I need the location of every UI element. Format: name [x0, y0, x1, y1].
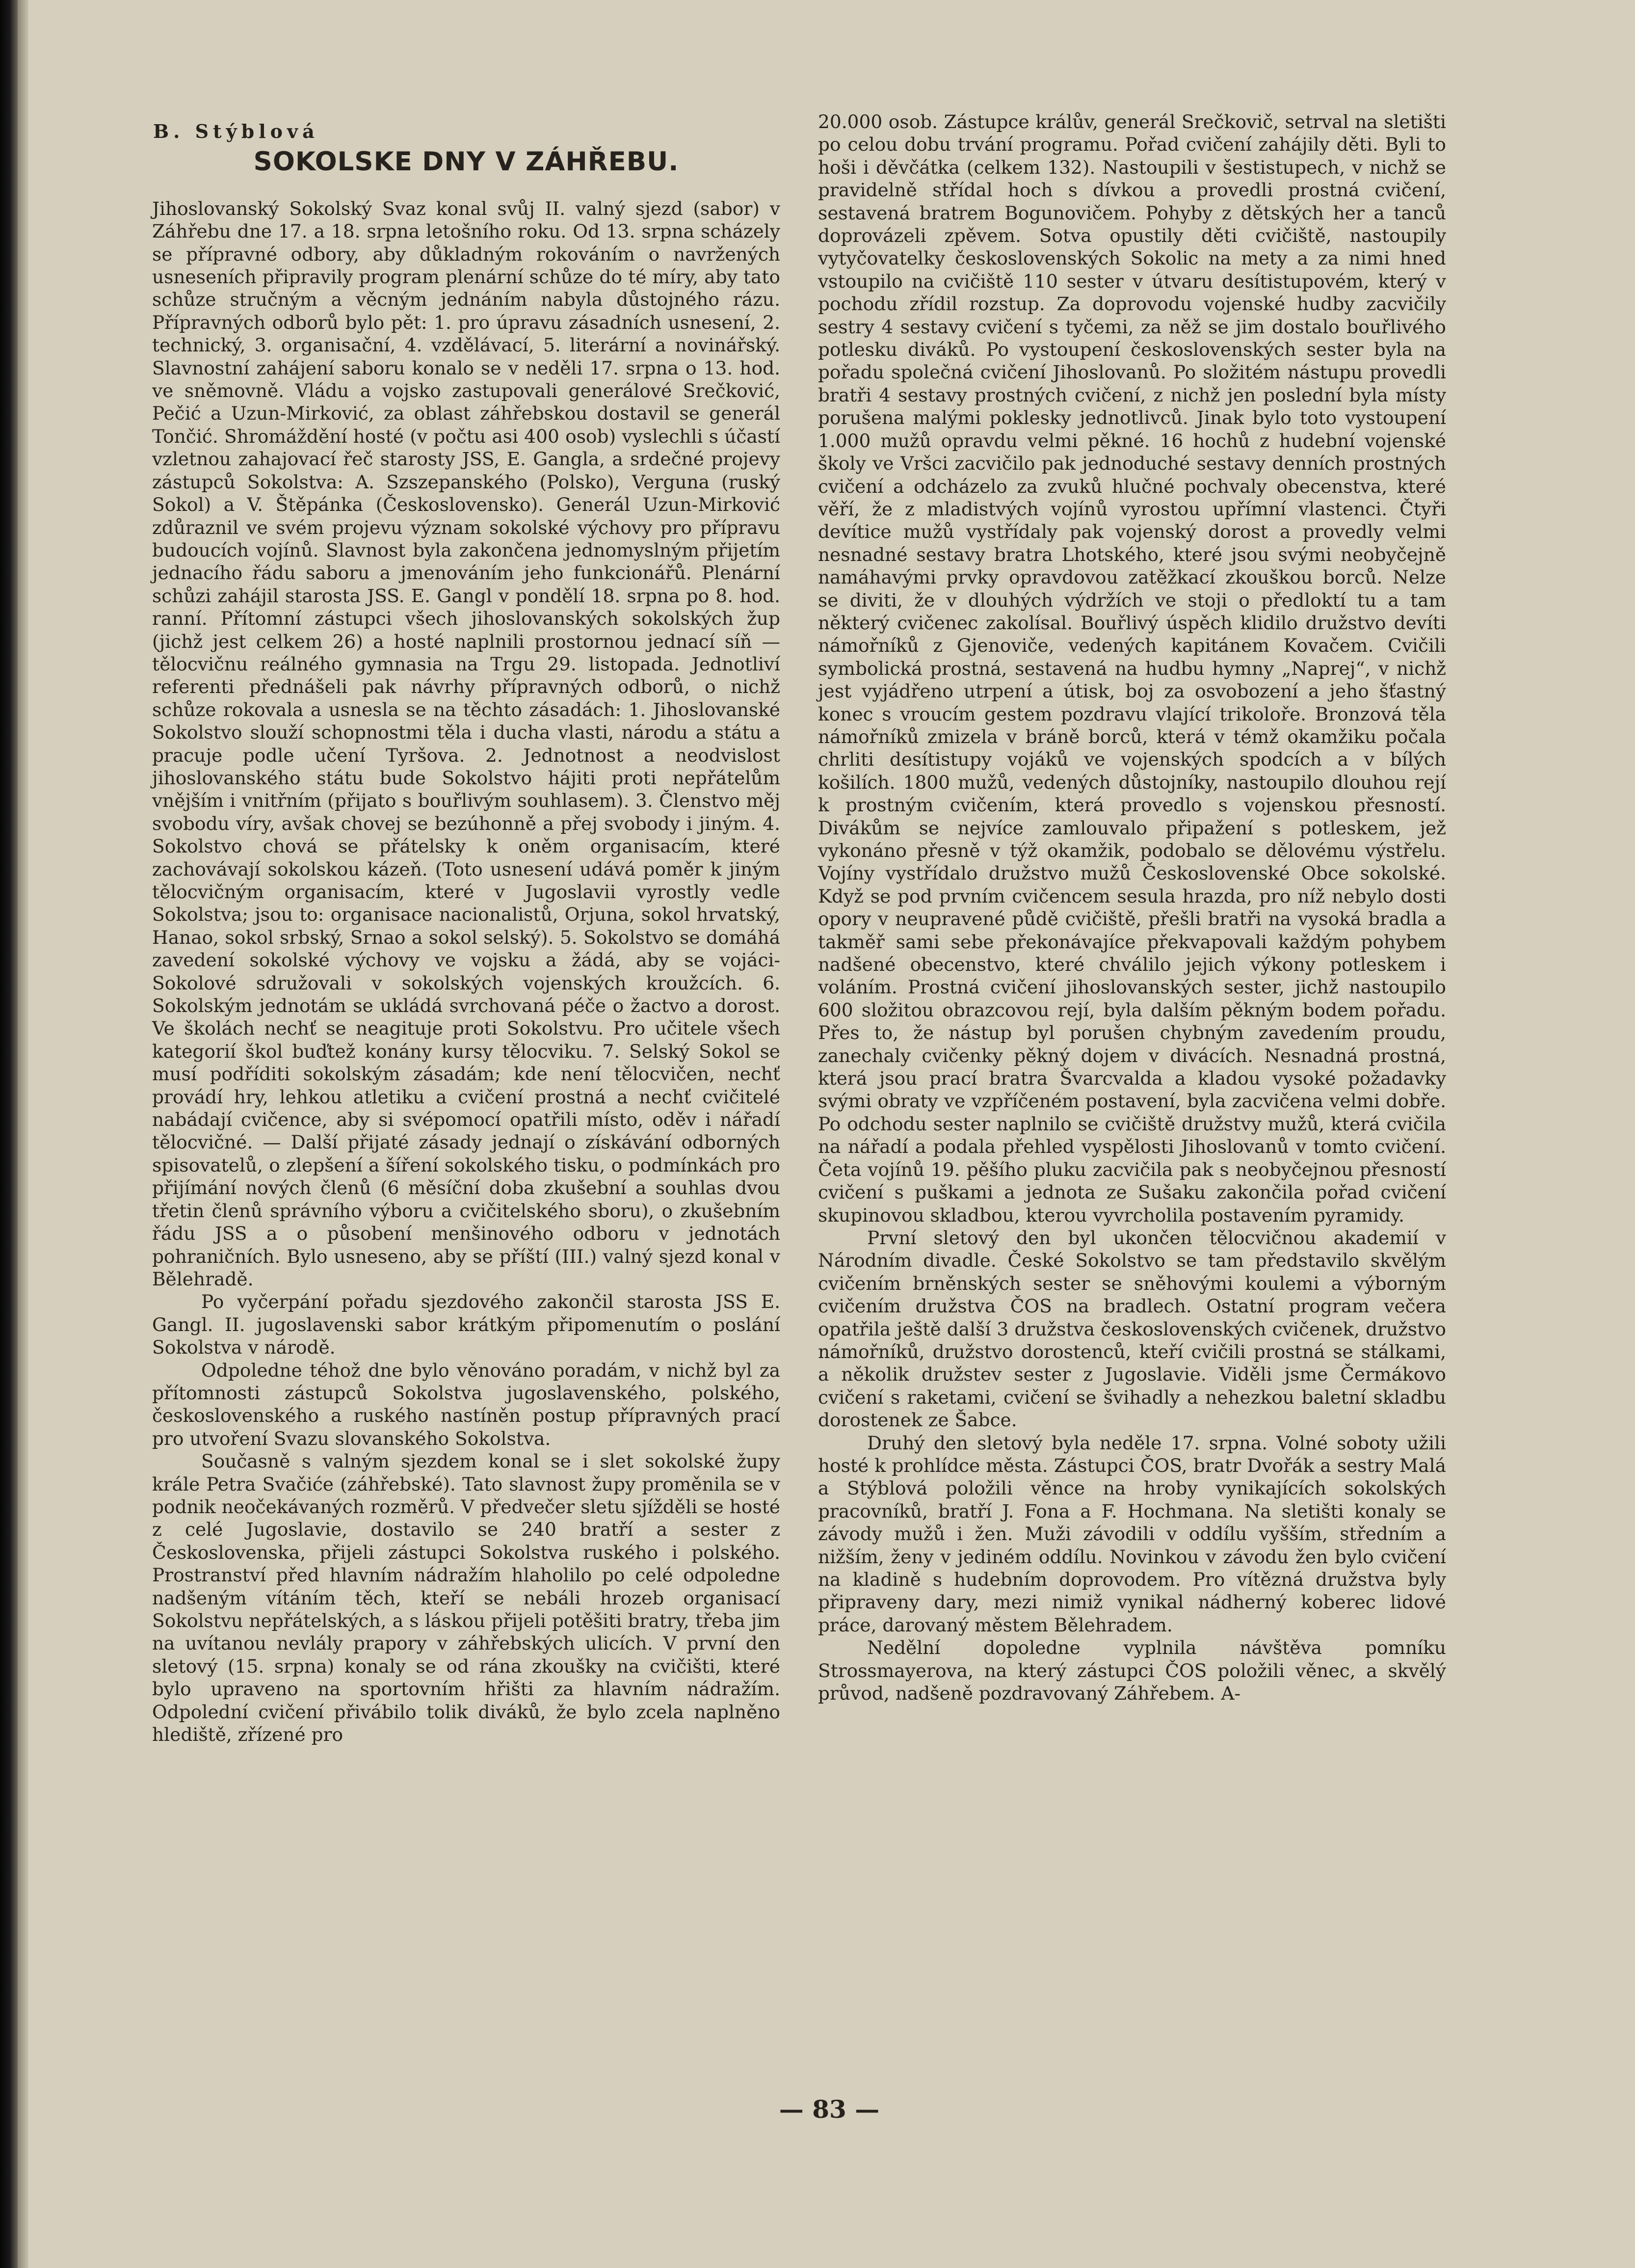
paragraph-first-day-program: 20.000 osob. Zástupce králův, generál Srečkovič, setrval na sletišti po celou dobu trvání programu. Pořad cvičení zahájily děti. Byli to hoši i děvčátka (celkem 132). Nastoupili v šestistupech, v nichž se pravidelně střídal hoch s dívkou a provedli prostná cvičení, sestavená bratrem Bogunovičem. Pohyby z dětských her a tanců doprovázeli zpěvem. Sotva opustily děti cvičiště, nastoupily vytyčovatelky československých Sokolic na mety a za nimi hned vstoupilo na cvičiště 110 sester v útvaru desítistupovém, který v pochodu zřídil rozstup. Za doprovodu vojenské hudby zacvičily sestry 4 sestavy cvičení s tyčemi, za něž se jim dostalo bouřlivého potlesku diváků. Po vystoupení československých sester byla na pořadu společná cvičení Jihoslovanů. Po složitém nástupu provedli bratři 4 sestavy prostných cvičení, z nichž jen poslední byla místy porušena malými poklesky jednotlivců. Jinak bylo toto vystoupení 1.000 mužů opravdu velmi pěkné. 16 hochů z hudební vojenské školy ve Vršci zacvičilo pak jednoduché sestavy denních prostných cvičení a odcházelo za zvuků hlučné pochvaly obecenstva, které věří, že z mladistvých vojínů vyrostou upřímní vlastenci. Čtyři devítice mužů vystřídaly pak vojenský dorost a provedly velmi nesnadné sestavy bratra Lhotského, které jsou svými neobyčejně namáhavými prvky opravdovou zatěžkací zkouškou borců. Nelze se diviti, že v dlouhých výdržích ve stoji o předloktí tu a tam některý cvičenec zakolísal. Bouřlivý úspěch klidilo družstvo devíti námořníků z Gjenoviče, vedených kapitánem Kovačem. Cvičili symbolická prostná, sestavená na hudbu hymny „Naprej“, v nichž jest vyjádřeno utrpení a útisk, boj za osvobození a jeho šťastný konec s vroucím gestem pozdravu vlající trikoloře. Bronzová těla námořníků zmizela v bráně borců, která v témž okamžiku počala chrliti desítistupy vojáků ve vojenských spodcích a v bílých košilích. 1800 mužů, vedených důstojníky, nastoupilo dlouhou rejí k prostným cvičením, která provedlo s vojenskou přesností. Divákům se nejvíce zamlouvalo připažení s potleskem, jež vykonáno přesně v týž okamžik, podobalo se dělovému výstřelu. Vojíny vystřídalo družstvo mužů Československé Obce sokolské. Když se pod prvním cvičencem sesula hrazda, pro níž nebylo dosti opory v neupravené půdě cvičiště, přešli bratři na vysoká bradla a takměř sami sebe překonávajíce překvapovali každým pohybem nadšené obecenstvo, které chválilo jejich výkony potleskem i voláním. Prostná cvičení jihoslovanských sester, jichž nastoupilo 600 složitou obrazcovou rejí, byla dalším pěkným bodem pořadu. Přes to, že nástup byl porušen chybným zavedením proudu, zanechaly cvičenky pěkný dojem v divácích. Nesnadná prostná, která jsou prací bratra Švarcvalda a kladou vysoké požadavky svými obraty ve vzpříčeném postavení, byla zacvičena velmi dobře. Po odchodu sester naplnilo se cvičiště družstvy mužů, která cvičila na nářadí a podala přehled vyspělosti Jihoslovanů v tomto cvičení. Četa vojínů 19. pěšího pluku zacvičila pak s neobyčejnou přesností cvičení s puškami a jednota ze Sušaku zakončila pořad cvičení skupinovou skladbou, kterou vyvrcholila postavením pyramidy.	[818, 111, 1446, 1226]
paragraph-afternoon-talks: Odpoledne téhož dne bylo věnováno poradám, v nichž byl za přítomnosti zástupců Sokolstva jugoslavenského, polského, československého a ruského nastíněn postup přípravných prací pro utvoření Svazu slovanského Sokolstva.	[152, 1359, 780, 1449]
paragraph-academy-theatre: První sletový den byl ukončen tělocvičnou akademií v Národním divadle. České Sokolstvo se tam představilo skvělým cvičením brněnských sester se sněhovými koulemi a výborným cvičením družstva ČOS na bradlech. Ostatní program večera opatřila ještě další 3 družstva československých cvičenek, družstvo námořníků, družstvo dorostenců, kteří cvičili prostná se stálkami, a několik družstev sester z Jugoslavie. Viděli jsme Čermákovo cvičení s raketami, cvičení se švihadly a nehezkou baletní skladbu dorostenek ze Šabce.	[818, 1227, 1446, 1431]
book-binding-edge	[0, 0, 18, 2268]
article-author: B. Stýblová	[153, 120, 319, 142]
paragraph-sunday-morning: Nedělní dopoledne vyplnila návštěva pomníku Strossmayerova, na který zástupci ČOS položili věnec, a skvělý průvod, nadšeně pozdravovaný Záhřebem. A-	[818, 1637, 1446, 1705]
paragraph-sabor-proceedings: Jihoslovanský Sokolský Svaz konal svůj II. valný sjezd (sabor) v Záhřebu dne 17. a 18. srpna letošního roku. Od 13. srpna scházely se přípravné odbory, aby důkladným rokováním o navržených usneseních připravily program plenární schůze do té míry, aby tato schůze stručným a věcným jednáním nabyla důstojného rázu. Přípravných odborů bylo pět: 1. pro úpravu zásadních usnesení, 2. technický, 3. organisační, 4. vzdělávací, 5. literární a novinářský. Slavnostní zahájení saboru konalo se v neděli 17. srpna o 13. hod. ve sněmovně. Vládu a vojsko zastupovali generálové Srečković, Pečić a Uzun-Mirković, za oblast záhřebskou dostavil se generál Tončić. Shromáždění hosté (v počtu asi 400 osob) vyslechli s účastí vzletnou zahajovací řeč starosty JSS, E. Gangla, a srdečné projevy zástupců Sokolstva: A. Szszepanského (Polsko), Verguna (ruský Sokol) a V. Štěpánka (Československo). Generál Uzun-Mirković zdůraznil ve svém projevu význam sokolské výchovy pro přípravu budoucích vojínů. Slavnost byla zakončena jednomyslným přijetím jednacího řádu saboru a jmenováním jeho funkcionářů. Plenární schůzi zahájil starosta JSS. E. Gangl v pondělí 18. srpna po 8. hod. ranní. Přítomní zástupci všech jihoslovanských sokolských žup (jichž jest celkem 26) a hosté naplnili prostornou jednací síň — tělocvičnu reálného gymnasia na Trgu 29. listopada. Jednotliví referenti přednášeli pak návrhy přípravných odborů, o nichž schůze rokovala a usnesla se na těchto zásadách: 1. Jihoslovanské Sokolstvo slouží schopnostmi těla i ducha vlasti, národu a státu a pracuje podle učení Tyršova. 2. Jednotnost a neodvislost jihoslovanského státu bude Sokolstvo hájiti proti nepřátelům vnějším i vnitřním (přijato s bouřlivým souhlasem). 3. Členstvo měj svobodu víry, avšak chovej se bezúhonně a přej svobody i jiným. 4. Sokolstvo chová se přátelsky k oněm organisacím, které zachovávají sokolskou kázeň. (Toto usnesení udává poměr k jiným tělocvičným organisacím, které v Jugoslavii vyrostly vedle Sokolstva; jsou to: organisace nacionalistů, Orjuna, sokol hrvatský, Hanao, sokol srbský, Srnao a sokol selský). 5. Sokolstvo se domáhá zavedení sokolské výchovy ve vojsku a žádá, aby se vojáci-Sokolové sdružovali v sokolských vojenských kroužcích. 6. Sokolským jednotám se ukládá svrchovaná péče o žactvo a dorost. Ve školách nechť se neagituje proti Sokolstvu. Pro učitele všech kategorií škol buďtež konány kursy tělocviku. 7. Selský Sokol se musí podříditi sokolským zásadám; kde není tělocvičen, nechť provádí hry, lehkou atletiku a cvičení prostná a nechť cvičitelé nabádají cvičence, aby si svépomocí opatřili místo, oděv i nářadí tělocvičné. — Další přijaté zásady jednají o získávání odborných spisovatelů, o zlepšení a šíření sokolského tisku, o podmínkách pro přijímání nových členů (6 měsíční doba zkušební a souhlas dvou třetin členů správního výboru a cvičitelského sboru), o zkušebním řádu JSS a o působení menšinového odboru v jednotách pohraničních. Bylo usneseno, aby se příští (III.) valný sjezd konal v Bělehradě.	[152, 197, 780, 1290]
right-column	[818, 110, 1446, 1705]
article-title: SOKOLSKE DNY V ZÁHŘEBU.	[253, 147, 679, 177]
left-column	[152, 120, 780, 1746]
page-number: — 83 —	[779, 2095, 880, 2124]
paragraph-slet-zupa: Současně s valným sjezdem konal se i slet sokolské župy krále Petra Svačiće (záhřebské). Tato slavnost župy proměnila se v podnik neočekávaných rozměrů. V předvečer sletu sjížděli se hosté z celé Jugoslavie, dostavilo se 240 bratří a sester z Československa, přijeli zástupci Sokolstva ruského i polského. Prostranství před hlavním nádražím hlaholilo po celé odpoledne nadšeným vítáním těch, kteří se nebáli hrozeb organisací Sokolstvu nepřátelských, a s láskou přijeli potěšiti bratry, třeba jim na uvítanou nevlály prapory v záhřebských ulicích. V první den sletový (15. srpna) konaly se od rána zkoušky na cvičišti, které bylo upraveno na sportovním hřišti za hlavním nádražím. Odpolední cvičení přivábilo tolik diváků, že bylo zcela naplněno hlediště, zřízené pro	[152, 1450, 780, 1746]
document-page	[54, 0, 1605, 2268]
paragraph-second-day: Druhý den sletový byla neděle 17. srpna. Volné soboty užili hosté k prohlídce města. Zástupci ČOS, bratr Dvořák a sestry Malá a Stýblová položili věnce na hroby vynikajících sokolských pracovníků, bratří J. Fona a F. Hochmana. Na sletišti konaly se závody mužů i žen. Muži závodili v oddílu vyšším, středním a nižším, ženy v jediném oddílu. Novinkou v závodu žen bylo cvičení na kladině s hudebním doprovodem. Pro vítězná družstva byly připraveny dary, mezi nimiž vynikal nádherný koberec lidové práce, darovaný městem Bělehradem.	[818, 1432, 1446, 1636]
page-gutter-shadow	[18, 0, 28, 2268]
paragraph-gangl-closing: Po vyčerpání pořadu sjezdového zakončil starosta JSS E. Gangl. II. jugoslavenski sabor krátkým připomenutím o poslání Sokolstva v národě.	[152, 1291, 780, 1359]
